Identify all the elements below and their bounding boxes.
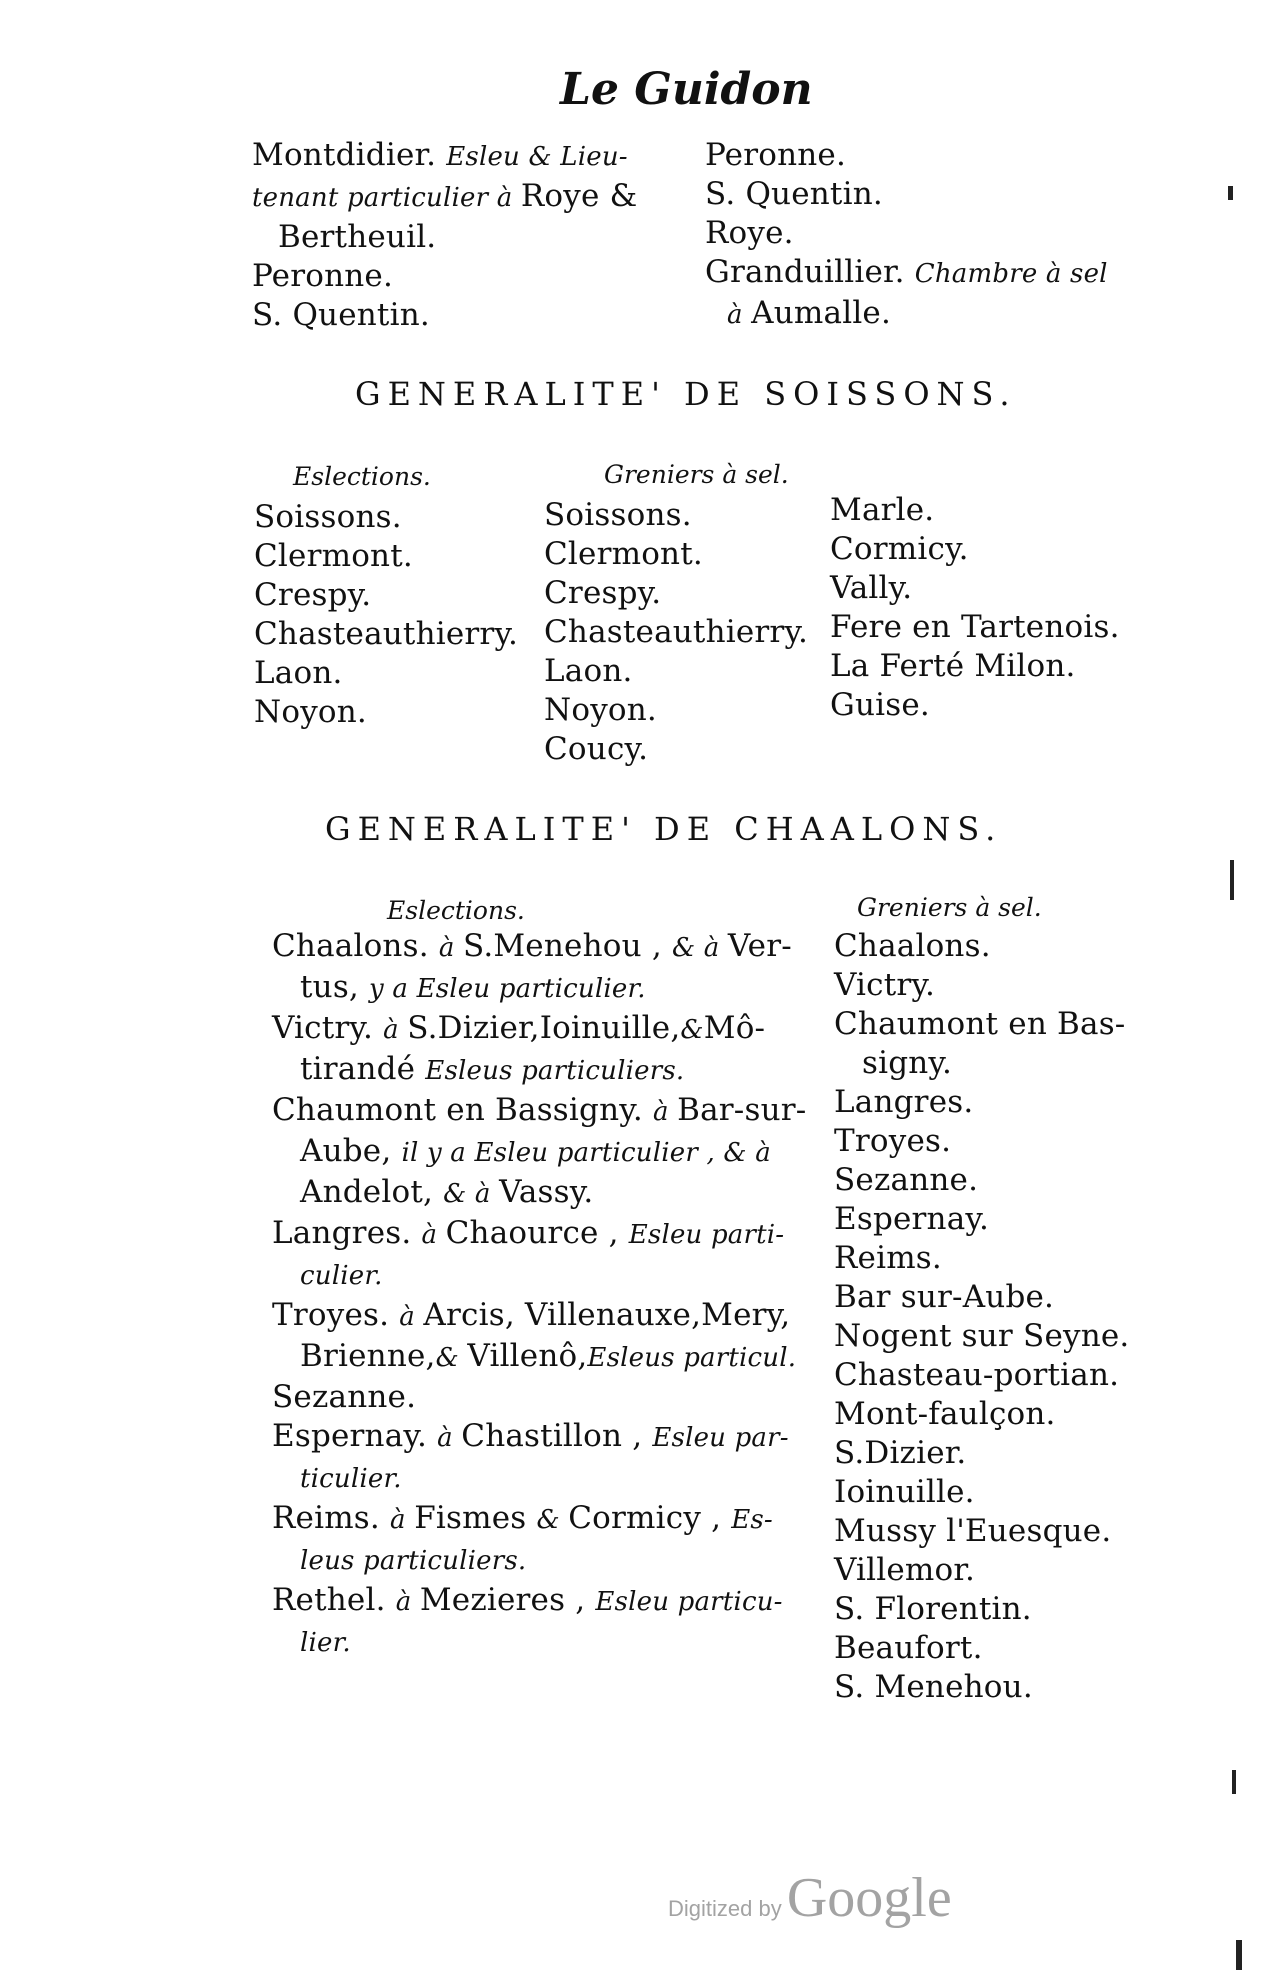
roman-text: Sezanne. [272, 1379, 417, 1415]
grenier-item: Sezanne. [834, 1162, 979, 1198]
italic-text: à [437, 1423, 462, 1453]
text-line [272, 927, 806, 968]
margin-mark [1230, 860, 1234, 900]
grenier-item: Mont-faulçon. [834, 1396, 1056, 1432]
italic-text: Es- [731, 1505, 773, 1535]
grenier-item: Villemor. [834, 1552, 976, 1588]
italic-text: à [395, 1587, 420, 1617]
text-line [272, 968, 806, 1009]
italic-text: & [435, 1343, 468, 1373]
soissons-greniers-header: Greniers à sel. [604, 460, 789, 489]
running-title: Le Guidon [560, 64, 813, 115]
grenier-item: Ioinuille. [834, 1474, 975, 1510]
soissons-elections-list [254, 498, 518, 732]
italic-text: tenant particulier à [252, 183, 521, 213]
italic-text: à [727, 300, 752, 330]
election-item: Noyon. [254, 694, 367, 730]
grenier-item: Vally. [830, 570, 913, 606]
text-line [272, 1581, 806, 1622]
grenier-item: Reims. [834, 1240, 942, 1276]
roman-text: Mezieres , [419, 1582, 596, 1618]
roman-text: S. Quentin. [252, 297, 430, 333]
chaalons-elections-list [272, 927, 806, 1663]
italic-text: lier. [300, 1628, 351, 1658]
grenier-item: Chaalons. [834, 928, 991, 964]
text-line [272, 1050, 806, 1091]
grenier-item: Soissons. [544, 497, 692, 533]
digitized-by-google-watermark [668, 1866, 952, 1930]
election-item: Clermont. [254, 538, 413, 574]
grenier-item: S.Dizier. [834, 1435, 967, 1471]
roman-text: Granduillier. [705, 254, 915, 290]
grenier-item: Chaumont en Bas- [834, 1006, 1126, 1042]
roman-text: Montdidier. [252, 137, 447, 173]
grenier-item: S. Menehou. [834, 1669, 1033, 1705]
roman-text: tus, [300, 969, 370, 1005]
roman-text: Mô- [703, 1010, 766, 1046]
roman-text: Chaalons. [272, 928, 439, 964]
grenier-item: Noyon. [544, 692, 657, 728]
roman-text: Peronne. [705, 137, 847, 173]
text-line [272, 1009, 806, 1050]
text-line [272, 1417, 806, 1458]
grenier-item: Victry. [834, 967, 936, 1003]
roman-text: S. Quentin. [705, 176, 883, 212]
text-line [272, 1458, 806, 1499]
text-line [705, 294, 1108, 335]
grenier-item: La Ferté Milon. [830, 648, 1076, 684]
margin-mark [1236, 1940, 1242, 1970]
italic-text: leus particuliers. [300, 1546, 527, 1576]
roman-text: Langres. [272, 1215, 422, 1251]
text-line [272, 1337, 806, 1378]
roman-text: Rethel. [272, 1582, 396, 1618]
grenier-item: Fere en Tartenois. [830, 609, 1120, 645]
text-line [705, 136, 1108, 175]
roman-text: Peronne. [252, 258, 394, 294]
chaalons-greniers-header: Greniers à sel. [857, 893, 1042, 922]
italic-text: Esleus particuliers. [425, 1056, 685, 1086]
grenier-item: Chasteau-portian. [834, 1357, 1120, 1393]
italic-text: y a Esleu particulier. [369, 974, 646, 1004]
italic-text: Esleus particul. [587, 1343, 797, 1373]
grenier-item: Bar sur-Aube. [834, 1279, 1055, 1315]
grenier-item: Clermont. [544, 536, 703, 572]
chaalons-heading: GENERALITE' DE CHAALONS. [325, 810, 1003, 848]
roman-text: Espernay. [272, 1418, 438, 1454]
italic-text: à [399, 1302, 424, 1332]
text-line [252, 136, 637, 177]
italic-text: à [390, 1505, 415, 1535]
soissons-greniers-list-continued [830, 491, 1120, 725]
text-line [272, 1214, 806, 1255]
roman-text: Brienne, [300, 1338, 436, 1374]
google-logo: Google [786, 1867, 952, 1929]
roman-text: Vassy. [499, 1174, 594, 1210]
grenier-item: Chasteauthierry. [544, 614, 809, 650]
grenier-item: Laon. [544, 653, 633, 689]
soissons-greniers-list [544, 496, 808, 769]
roman-text: Aumalle. [751, 295, 892, 331]
italic-text: & à [671, 933, 728, 963]
italic-text: Esleu particu- [595, 1587, 783, 1617]
text-line [705, 253, 1108, 294]
grenier-item: Guise. [830, 687, 930, 723]
soissons-heading: GENERALITE' DE SOISSONS. [355, 375, 1017, 413]
text-line [272, 1132, 806, 1173]
roman-text: Ver- [727, 928, 792, 964]
grenier-item: signy. [862, 1045, 953, 1081]
roman-text: Roye & [520, 178, 638, 214]
grenier-item: Troyes. [834, 1123, 952, 1159]
roman-text: Roye. [705, 215, 794, 251]
grenier-item: S. Florentin. [834, 1591, 1032, 1627]
margin-mark [1228, 186, 1233, 200]
text-line [252, 257, 637, 296]
text-line [272, 1091, 806, 1132]
grenier-item: Langres. [834, 1084, 974, 1120]
italic-text: à [438, 933, 463, 963]
grenier-item: Espernay. [834, 1201, 990, 1237]
italic-text: à [421, 1220, 446, 1250]
italic-text: ticulier. [300, 1464, 402, 1494]
italic-text: à [383, 1015, 408, 1045]
picardie-left-column [252, 136, 637, 335]
roman-text: Villenô, [467, 1338, 588, 1374]
italic-text: à [652, 1097, 678, 1127]
italic-text: Esleu par- [652, 1423, 789, 1453]
roman-text: Fismes [414, 1500, 537, 1536]
chaalons-elections-header: Eslections. [387, 896, 525, 925]
roman-text: Troyes. [272, 1297, 400, 1333]
watermark-prefix: Digitized by [668, 1896, 782, 1921]
text-line [272, 1296, 806, 1337]
margin-mark [1232, 1770, 1236, 1794]
roman-text: Andelot, [300, 1174, 444, 1210]
roman-text: Cormicy , [568, 1500, 732, 1536]
grenier-item: Beaufort. [834, 1630, 983, 1666]
grenier-item: Cormicy. [830, 531, 969, 567]
roman-text: Reims. [272, 1500, 391, 1536]
roman-text: S.Menehou , [462, 928, 672, 964]
text-line [705, 214, 1108, 253]
grenier-item: Nogent sur Seyne. [834, 1318, 1130, 1354]
grenier-item: Coucy. [544, 731, 649, 767]
grenier-item: Crespy. [544, 575, 662, 611]
text-line [272, 1173, 806, 1214]
italic-text: il y a Esleu particulier , & à [401, 1138, 771, 1168]
text-line [272, 1255, 806, 1296]
italic-text: & [536, 1505, 569, 1535]
italic-text: & [680, 1015, 704, 1045]
election-item: Soissons. [254, 499, 402, 535]
text-line [272, 1378, 806, 1417]
italic-text: & à [443, 1179, 500, 1209]
text-line [272, 1499, 806, 1540]
roman-text: Chastillon , [461, 1418, 653, 1454]
roman-text: S.Dizier,Ioinuille, [407, 1010, 681, 1046]
roman-text: Bertheuil. [278, 219, 437, 255]
election-item: Crespy. [254, 577, 372, 613]
roman-text: Chaource , [445, 1215, 629, 1251]
grenier-item: Mussy l'Euesque. [834, 1513, 1112, 1549]
grenier-item: Marle. [830, 492, 935, 528]
italic-text: culier. [300, 1261, 383, 1291]
roman-text: Bar-sur- [677, 1092, 807, 1128]
roman-text: Aube, [300, 1133, 402, 1169]
text-line [272, 1540, 806, 1581]
italic-text: Chambre à sel [914, 259, 1108, 289]
election-item: Laon. [254, 655, 343, 691]
text-line [252, 218, 637, 257]
text-line [705, 175, 1108, 214]
text-line [252, 177, 637, 218]
chaalons-greniers-list [834, 927, 1129, 1707]
picardie-right-column [705, 136, 1108, 335]
text-line [272, 1622, 806, 1663]
roman-text: tirandé [300, 1051, 426, 1087]
italic-text: Esleu parti- [628, 1220, 785, 1250]
soissons-elections-header: Eslections. [293, 462, 431, 491]
roman-text: Chaumont en Bassigny. [272, 1092, 653, 1128]
italic-text: Esleu & Lieu- [446, 142, 628, 172]
text-line [252, 296, 637, 335]
roman-text: Victry. [272, 1010, 384, 1046]
roman-text: Arcis, Villenauxe,Mery, [423, 1297, 791, 1333]
election-item: Chasteauthierry. [254, 616, 519, 652]
